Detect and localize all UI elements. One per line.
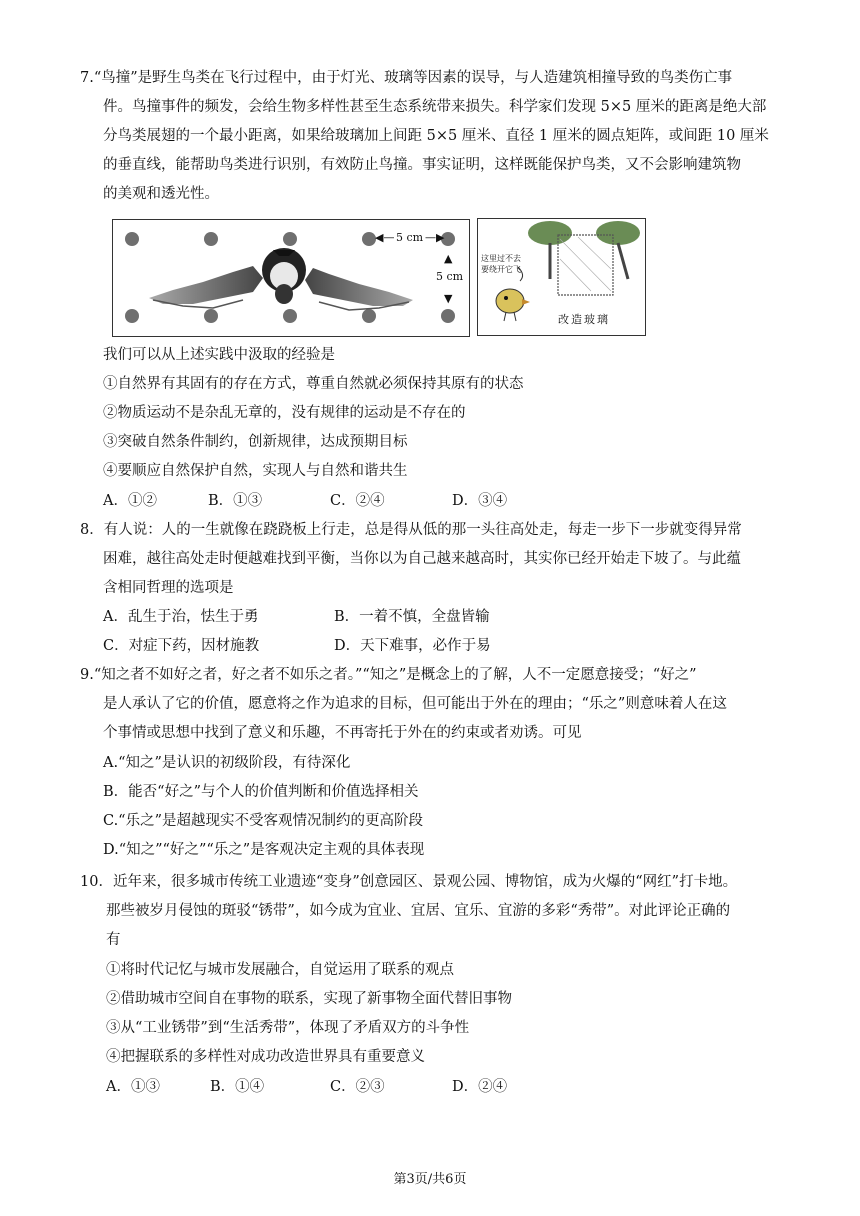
q8-option-a[interactable]: A．乱生于治，怯生于勇 <box>103 609 259 625</box>
vertical-spacing-label: 5 cm <box>436 270 464 283</box>
q10-statement-4: ④把握联系的多样性对成功改造世界具有重要意义 <box>106 1049 425 1065</box>
q10-statement-2: ②借助城市空间自在事物的联系，实现了新事物全面代替旧事物 <box>106 991 512 1007</box>
q7-line-1: 7.“鸟撞”是野生鸟类在飞行过程中，由于灯光、玻璃等因素的误导，与人造建筑相撞导致的鸟类伤亡事 <box>80 70 733 86</box>
cartoon-bubble-line-2: 要绕开它飞 <box>481 265 521 274</box>
q9-line-3: 个事情或思想中找到了意义和乐趣，不再寄托于外在的约束或者劝诱。可见 <box>103 725 582 741</box>
q7-line-4: 的垂直线，能帮助鸟类进行识别，有效防止鸟撞。事实证明，这样既能保护鸟类，又不会影响建筑物 <box>103 157 741 173</box>
horizontal-spacing-label: 5 cm <box>396 231 424 244</box>
q8-option-c[interactable]: C．对症下药，因材施教 <box>103 638 260 654</box>
q8-line-1: 8．有人说：人的一生就像在跷跷板上行走，总是得从低的那一头往高处走，每走一步下一步就变得异常 <box>80 522 742 538</box>
q8-line-3: 含相同哲理的选项是 <box>103 580 234 596</box>
q9-option-a[interactable]: A.“知之”是认识的初级阶段，有待深化 <box>103 755 351 771</box>
q9-option-c[interactable]: C.“乐之”是超越现实不受客观情况制约的更高阶段 <box>103 813 424 829</box>
q7-option-c[interactable]: C．②④ <box>330 493 385 509</box>
q10-line-3: 有 <box>106 932 121 948</box>
q7-line-3: 分鸟类展翅的一个最小距离，如果给玻璃加上间距 5×5 厘米、直径 1 厘米的圆点矩阵，或间距 10 厘米 <box>103 128 769 144</box>
q7-statement-2: ②物质运动不是杂乱无章的，没有规律的运动是不存在的 <box>103 405 466 421</box>
q7-line-2: 件。鸟撞事件的频发，会给生物多样性甚至生态系统带来损失。科学家们发现 5×5 厘米的距离是绝大部 <box>103 99 767 115</box>
q7-line-5: 的美观和透光性。 <box>103 186 219 202</box>
arrow-left-icon: ◀— <box>375 231 395 244</box>
arrow-down-icon: ▼ <box>444 292 453 305</box>
q8-option-d[interactable]: D．天下难事，必作于易 <box>334 638 491 654</box>
q10-option-d[interactable]: D．②④ <box>452 1079 508 1095</box>
q10-statement-3: ③从“工业锈带”到“生活秀带”，体现了矛盾双方的斗争性 <box>106 1020 470 1036</box>
q7-option-d[interactable]: D．③④ <box>452 493 508 509</box>
cartoon-bubble-line-1: 这里过不去 <box>481 254 521 263</box>
q10-option-b[interactable]: B．①④ <box>210 1079 265 1095</box>
q8-line-2: 困难，越往高处走时便越难找到平衡，当你以为自己越来越高时，其实你已经开始走下坡了。与此蕴 <box>103 551 741 567</box>
q8-option-b[interactable]: B．一着不慎，全盘皆输 <box>334 609 490 625</box>
q10-line-1: 10．近年来，很多城市传统工业遗迹“变身”创意园区、景观公园、博物馆，成为火爆的“网红”打卡地。 <box>80 874 738 890</box>
cartoon-caption: 改造玻璃 <box>558 313 610 326</box>
q7-option-a[interactable]: A．①② <box>103 493 157 509</box>
q7-statement-1: ①自然界有其固有的存在方式，尊重自然就必须保持其原有的状态 <box>103 376 524 392</box>
q10-option-c[interactable]: C．②③ <box>330 1079 385 1095</box>
q9-option-b[interactable]: B．能否“好之”与个人的价值判断和价值选择相关 <box>103 784 419 800</box>
q9-line-1: 9.“知之者不如好之者，好之者不如乐之者。”“知之”是概念上的了解，人不一定愿意接受；“好之” <box>80 667 697 683</box>
q7-statement-4: ④要顺应自然保护自然，实现人与自然和谐共生 <box>103 463 408 479</box>
cartoon-speech-bubble <box>481 253 521 275</box>
q9-line-2: 是人承认了它的价值，愿意将之作为追求的目标，但可能出于外在的理由；“乐之”则意味着人在这 <box>103 696 727 712</box>
page-footer: 第3页/共6页 <box>393 1172 467 1187</box>
cartoon-figure <box>477 218 646 336</box>
q10-line-2: 那些被岁月侵蚀的斑驳“锈带”，如今成为宜业、宜居、宜乐、宜游的多彩“秀带”。对此评论正确的 <box>106 903 731 919</box>
arrow-right-icon: —▶ <box>425 231 445 244</box>
q7-stem: 我们可以从上述实践中汲取的经验是 <box>103 347 335 363</box>
dot-matrix-figure <box>112 219 470 337</box>
q9-option-d[interactable]: D.“知之”“好之”“乐之”是客观决定主观的具体表现 <box>103 842 425 858</box>
q7-option-b[interactable]: B．①③ <box>208 493 263 509</box>
q10-option-a[interactable]: A．①③ <box>106 1079 160 1095</box>
q10-statement-1: ①将时代记忆与城市发展融合，自觉运用了联系的观点 <box>106 962 454 978</box>
q7-statement-3: ③突破自然条件制约，创新规律，达成预期目标 <box>103 434 408 450</box>
arrow-up-icon: ▲ <box>444 252 453 265</box>
